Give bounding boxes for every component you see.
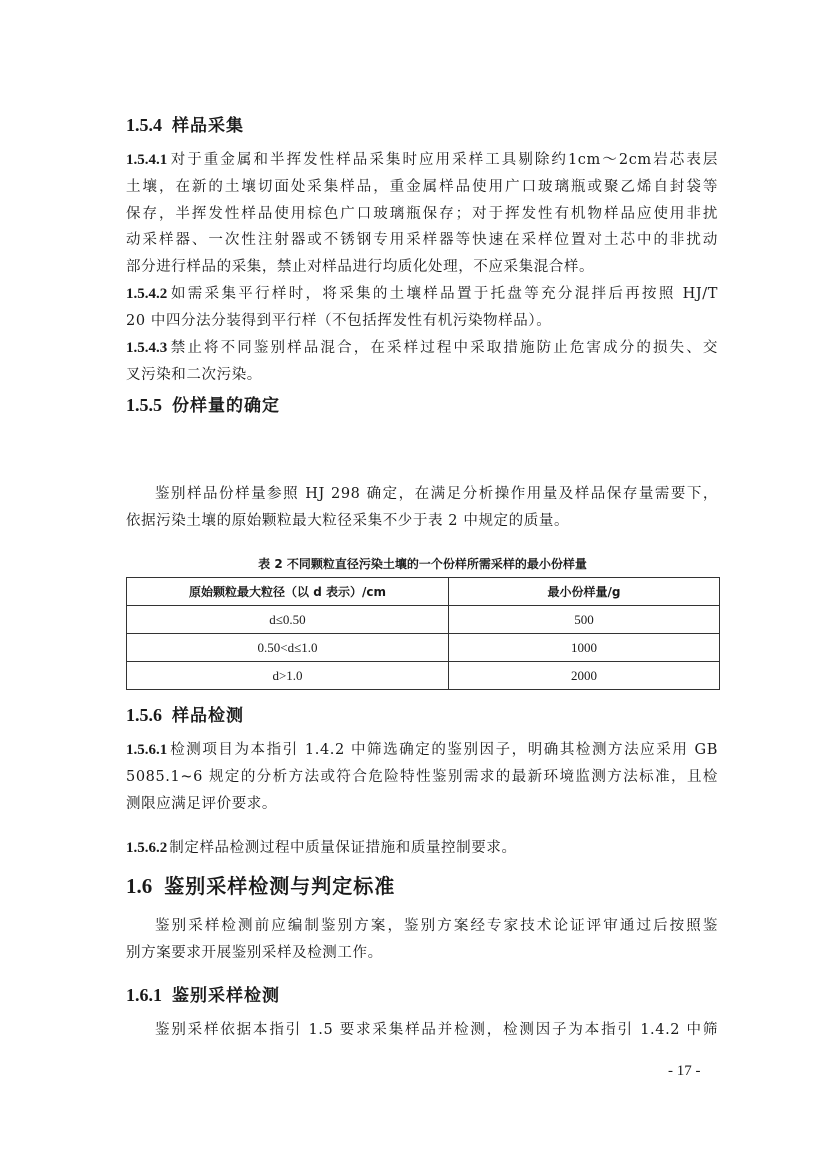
table-header: 原始颗粒最大粒径（以 d 表示）/cm	[127, 578, 449, 606]
clause-number: 1.5.4.1	[126, 152, 168, 168]
clause-number: 1.5.6.1	[126, 742, 168, 758]
paragraph-line: 测限应满足评价要求。	[126, 796, 277, 812]
table-header-row	[127, 578, 720, 606]
section-number: 1.5.6	[126, 705, 162, 725]
paragraph-line: 鉴别采样依据本指引 1.5 要求采集样品并检测，检测因子为本指引 1.4.2 中筛	[155, 1022, 718, 1038]
paragraph-line: 鉴别样品份样量参照 HJ 298 确定，在满足分析操作用量及样品保存量需要下，	[155, 486, 718, 502]
table-row	[127, 662, 720, 690]
section-title: 样品采集	[172, 116, 244, 136]
paragraph-line: 1.5.4.1 对于重金属和半挥发性样品采集时应用采样工具剔除约1cm～2cm岩芯表层	[126, 152, 718, 168]
section-title: 样品检测	[172, 706, 244, 726]
table-cell: 2000	[449, 662, 720, 690]
table-header: 最小份样量/g	[449, 578, 720, 606]
section-title: 份样量的确定	[172, 396, 280, 416]
paragraph-line: 依据污染土壤的原始颗粒最大粒径采集不少于表 2 中规定的质量。	[126, 513, 570, 529]
paragraph-line: 土壤，在新的土壤切面处采集样品，重金属样品使用广口玻璃瓶或聚乙烯自封袋等	[126, 179, 718, 195]
section-heading-1-5-4	[126, 114, 244, 137]
clause-number: 1.5.4.2	[126, 286, 168, 302]
paragraph-line: 1.5.6.1 检测项目为本指引 1.4.2 中筛选确定的鉴别因子，明确其检测方法应采用 GB	[126, 742, 718, 758]
paragraph-line: 1.5.4.2 如需采集平行样时，将采集的土壤样品置于托盘等充分混拌后再按照 HJ/T	[126, 286, 718, 302]
paragraph-line: 别方案要求开展鉴别采样及检测工作。	[126, 945, 383, 961]
table-cell: d≤0.50	[127, 606, 449, 634]
clause-number: 1.5.4.3	[126, 340, 168, 356]
sample-mass-table	[126, 577, 720, 690]
table-cell: 1000	[449, 634, 720, 662]
paragraph-line: 1.5.6.2 制定样品检测过程中质量保证措施和质量控制要求。	[126, 840, 517, 856]
clause-number: 1.5.6.2	[126, 840, 168, 856]
table-row	[127, 606, 720, 634]
section-heading-1-5-6	[126, 704, 244, 727]
paragraph-line: 保存，半挥发性样品使用棕色广口玻璃瓶保存；对于挥发性有机物样品应使用非扰	[126, 206, 718, 222]
table-cell: d>1.0	[127, 662, 449, 690]
page-number: - 17 -	[668, 1063, 701, 1079]
paragraph-line: 动采样器、一次性注射器或不锈钢专用采样器等快速在采样位置对土芯中的非扰动	[126, 232, 718, 248]
section-heading-1-6	[126, 873, 395, 899]
paragraph-line: 5085.1~6 规定的分析方法或符合危险特性鉴别需求的最新环境监测方法标准，且检	[126, 769, 718, 785]
section-title: 鉴别采样检测与判定标准	[164, 874, 396, 898]
table-cell: 500	[449, 606, 720, 634]
table-cell: 0.50<d≤1.0	[127, 634, 449, 662]
section-number: 1.6	[126, 874, 153, 898]
paragraph-line: 部分进行样品的采集，禁止对样品进行均质化处理，不应采集混合样。	[126, 259, 595, 275]
paragraph-line: 鉴别采样检测前应编制鉴别方案，鉴别方案经专家技术论证评审通过后按照鉴	[155, 918, 718, 934]
section-number: 1.5.5	[126, 395, 162, 415]
paragraph-line: 1.5.4.3 禁止将不同鉴别样品混合，在采样过程中采取措施防止危害成分的损失、交	[126, 340, 718, 356]
table-caption: 表 2 不同颗粒直径污染土壤的一个份样所需采样的最小份样量	[258, 557, 587, 571]
section-number: 1.5.4	[126, 115, 162, 135]
section-heading-1-5-5	[126, 394, 280, 417]
section-heading-1-6-1	[126, 984, 280, 1007]
section-title: 鉴别采样检测	[172, 986, 280, 1006]
paragraph-line: 20 中四分法分装得到平行样（不包括挥发性有机污染物样品）。	[126, 313, 552, 329]
section-number: 1.6.1	[126, 985, 162, 1005]
paragraph-line: 叉污染和二次污染。	[126, 367, 262, 383]
table-row	[127, 634, 720, 662]
